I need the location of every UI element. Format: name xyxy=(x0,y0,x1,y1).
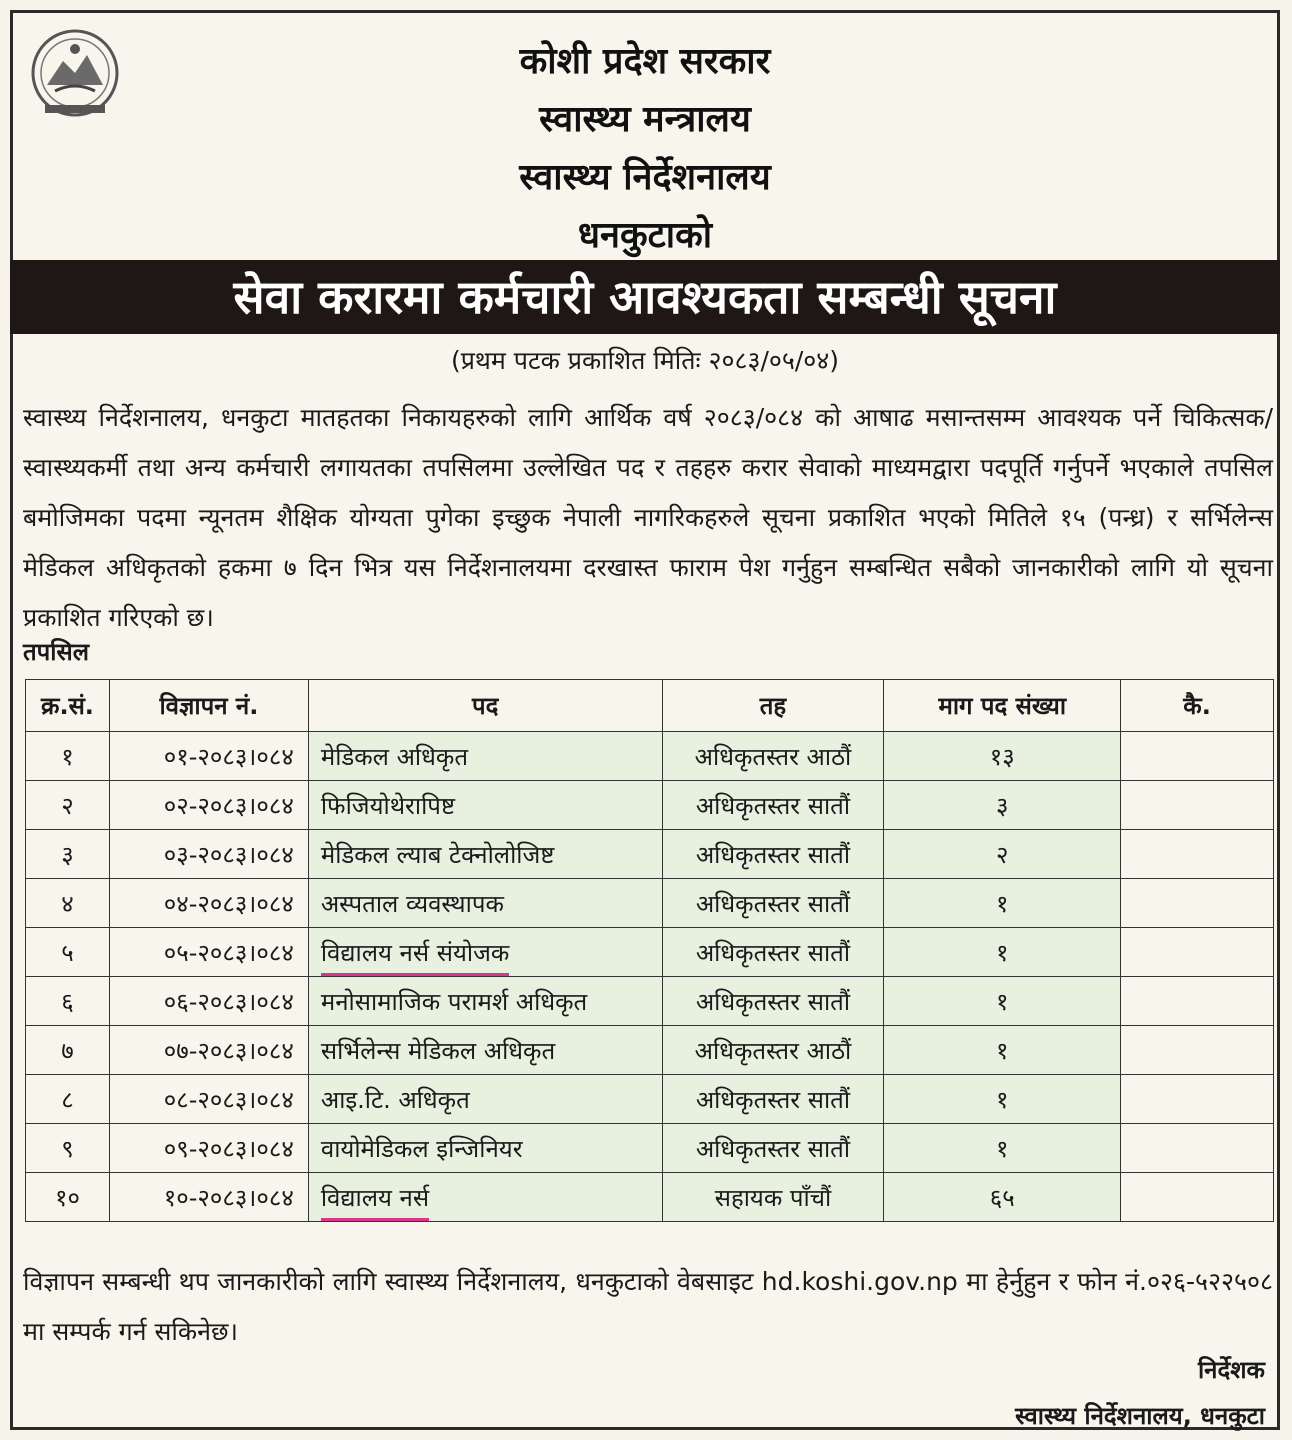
schedule-title: तपसिल xyxy=(23,638,90,666)
cell-count: १ xyxy=(884,1075,1121,1124)
cell-adv-no: ०३-२०८३।०८४ xyxy=(109,830,308,879)
signatory-title: निर्देशक xyxy=(1197,1356,1265,1384)
cell-post xyxy=(308,1173,662,1222)
cell-post: मेडिकल अधिकृत xyxy=(308,732,662,781)
cell-count: १ xyxy=(884,879,1121,928)
table-header-row xyxy=(26,680,1274,732)
cell-remarks xyxy=(1121,1026,1274,1075)
cell-post: फिजियोथेरापिष्ट xyxy=(308,781,662,830)
cell-serial: ७ xyxy=(26,1026,110,1075)
table-row xyxy=(26,1124,1274,1173)
cell-adv-no: ०६-२०८३।०८४ xyxy=(109,977,308,1026)
cell-post-text: विद्यालय नर्स xyxy=(321,1184,429,1221)
cell-count: १ xyxy=(884,977,1121,1026)
cell-remarks xyxy=(1121,781,1274,830)
cell-serial: ६ xyxy=(26,977,110,1026)
cell-adv-no: ०२-२०८३।०८४ xyxy=(109,781,308,830)
col-header-adv-no: विज्ञापन नं. xyxy=(109,680,308,732)
col-header-level: तह xyxy=(662,680,884,732)
header-location: धनकुटाको xyxy=(577,215,713,256)
table-row xyxy=(26,732,1274,781)
table-row xyxy=(26,928,1274,977)
cell-serial: ९ xyxy=(26,1124,110,1173)
cell-serial: ४ xyxy=(26,879,110,928)
cell-count: १ xyxy=(884,1026,1121,1075)
cell-level: अधिकृतस्तर सातौं xyxy=(662,977,884,1026)
cell-serial: ५ xyxy=(26,928,110,977)
table-row xyxy=(26,781,1274,830)
cell-serial: १० xyxy=(26,1173,110,1222)
header-ministry: स्वास्थ्य मन्त्रालय xyxy=(539,99,751,140)
cell-level: सहायक पाँचौं xyxy=(662,1173,884,1222)
cell-adv-no: ०१-२०८३।०८४ xyxy=(109,732,308,781)
cell-remarks xyxy=(1121,928,1274,977)
cell-remarks xyxy=(1121,732,1274,781)
cell-adv-no: १०-२०८३।०८४ xyxy=(109,1173,308,1222)
cell-count: २ xyxy=(884,830,1121,879)
cell-remarks xyxy=(1121,977,1274,1026)
col-header-count: माग पद संख्या xyxy=(884,680,1121,732)
cell-post: वायोमेडिकल इन्जिनियर xyxy=(308,1124,662,1173)
cell-adv-no: ०८-२०८३।०८४ xyxy=(109,1075,308,1124)
notice-page xyxy=(10,10,1280,1430)
cell-count: ६५ xyxy=(884,1173,1121,1222)
cell-adv-no: ०५-२०८३।०८४ xyxy=(109,928,308,977)
cell-level: अधिकृतस्तर सातौं xyxy=(662,928,884,977)
cell-count: १ xyxy=(884,1124,1121,1173)
cell-level: अधिकृतस्तर आठौं xyxy=(662,732,884,781)
table-row xyxy=(26,1173,1274,1222)
cell-level: अधिकृतस्तर सातौं xyxy=(662,781,884,830)
cell-remarks xyxy=(1121,879,1274,928)
table-row xyxy=(26,977,1274,1026)
vacancy-table xyxy=(25,679,1274,1222)
cell-adv-no: ०९-२०८३।०८४ xyxy=(109,1124,308,1173)
published-date: (प्रथम पटक प्रकाशित मितिः २०८३/०५/०४) xyxy=(450,346,840,375)
cell-remarks xyxy=(1121,1124,1274,1173)
cell-level: अधिकृतस्तर सातौं xyxy=(662,879,884,928)
cell-adv-no: ०७-२०८३।०८४ xyxy=(109,1026,308,1075)
cell-level: अधिकृतस्तर सातौं xyxy=(662,1075,884,1124)
cell-post: आइ.टि. अधिकृत xyxy=(308,1075,662,1124)
cell-post: मेडिकल ल्याब टेक्नोलोजिष्ट xyxy=(308,830,662,879)
cell-post: मनोसामाजिक परामर्श अधिकृत xyxy=(308,977,662,1026)
cell-remarks xyxy=(1121,830,1274,879)
cell-remarks xyxy=(1121,1173,1274,1222)
cell-count: ३ xyxy=(884,781,1121,830)
table-row xyxy=(26,879,1274,928)
cell-post xyxy=(308,928,662,977)
cell-serial: ८ xyxy=(26,1075,110,1124)
cell-remarks xyxy=(1121,1075,1274,1124)
header-province: कोशी प्रदेश सरकार xyxy=(519,41,771,82)
notice-body-paragraph: स्वास्थ्य निर्देशनालय, धनकुटा मातहतका निकायहरुको लागि आर्थिक वर्ष २०८३/०८४ को आषाढ मसान्तसम्म आवश्यक पर्ने चिकित्सक/ स्वास्थ्यकर्मी तथा अन्य कर्मचारी लगायतका तपसिलमा उल्लेखित पद र तहहरु करार सेवाको माध्यमद्वारा पदपूर्ति गर्नुपर्ने भएकाले तपसिल बमोजिमका पदमा न्यूनतम शैक्षिक योग्यता पुगेका इच्छुक नेपाली नागरिकहरुले सूचना प्रकाशित भएको मितिले १५ (पन्ध्र) र सर्भिलेन्स मेडिकल अधिकृतको हकमा ७ दिन भित्र यस निर्देशनालयमा दरखास्त फाराम पेश गर्नुहुन सम्बन्धित सबैको जानकारीको लागि यो सूचना प्रकाशित गरिएको छ। xyxy=(23,403,1273,632)
cell-serial: ३ xyxy=(26,830,110,879)
cell-post-text: विद्यालय नर्स संयोजक xyxy=(321,939,510,976)
cell-level: अधिकृतस्तर सातौं xyxy=(662,830,884,879)
cell-post: अस्पताल व्यवस्थापक xyxy=(308,879,662,928)
cell-serial: २ xyxy=(26,781,110,830)
table-row xyxy=(26,830,1274,879)
cell-post: सर्भिलेन्स मेडिकल अधिकृत xyxy=(308,1026,662,1075)
col-header-serial: क्र.सं. xyxy=(26,680,110,732)
cell-adv-no: ०४-२०८३।०८४ xyxy=(109,879,308,928)
cell-count: १ xyxy=(884,928,1121,977)
table-row xyxy=(26,1026,1274,1075)
cell-level: अधिकृतस्तर आठौं xyxy=(662,1026,884,1075)
col-header-remarks: कै. xyxy=(1121,680,1274,732)
col-header-post: पद xyxy=(308,680,662,732)
signatory-office: स्वास्थ्य निर्देशनालय, धनकुटा xyxy=(1015,1402,1265,1430)
notice-title-banner: सेवा करारमा कर्मचारी आवश्यकता सम्बन्धी सूचना xyxy=(10,260,1280,334)
header-directorate: स्वास्थ्य निर्देशनालय xyxy=(519,157,771,198)
cell-serial: १ xyxy=(26,732,110,781)
contact-info-paragraph: विज्ञापन सम्बन्धी थप जानकारीको लागि स्वास्थ्य निर्देशनालय, धनकुटाको वेबसाइट hd.koshi.gov.np मा हेर्नुहुन र फोन नं.०२६-५२२५०८ मा सम्पर्क गर्न सकिनेछ। xyxy=(23,1267,1273,1346)
cell-count: १३ xyxy=(884,732,1121,781)
cell-level: अधिकृतस्तर सातौं xyxy=(662,1124,884,1173)
table-row xyxy=(26,1075,1274,1124)
